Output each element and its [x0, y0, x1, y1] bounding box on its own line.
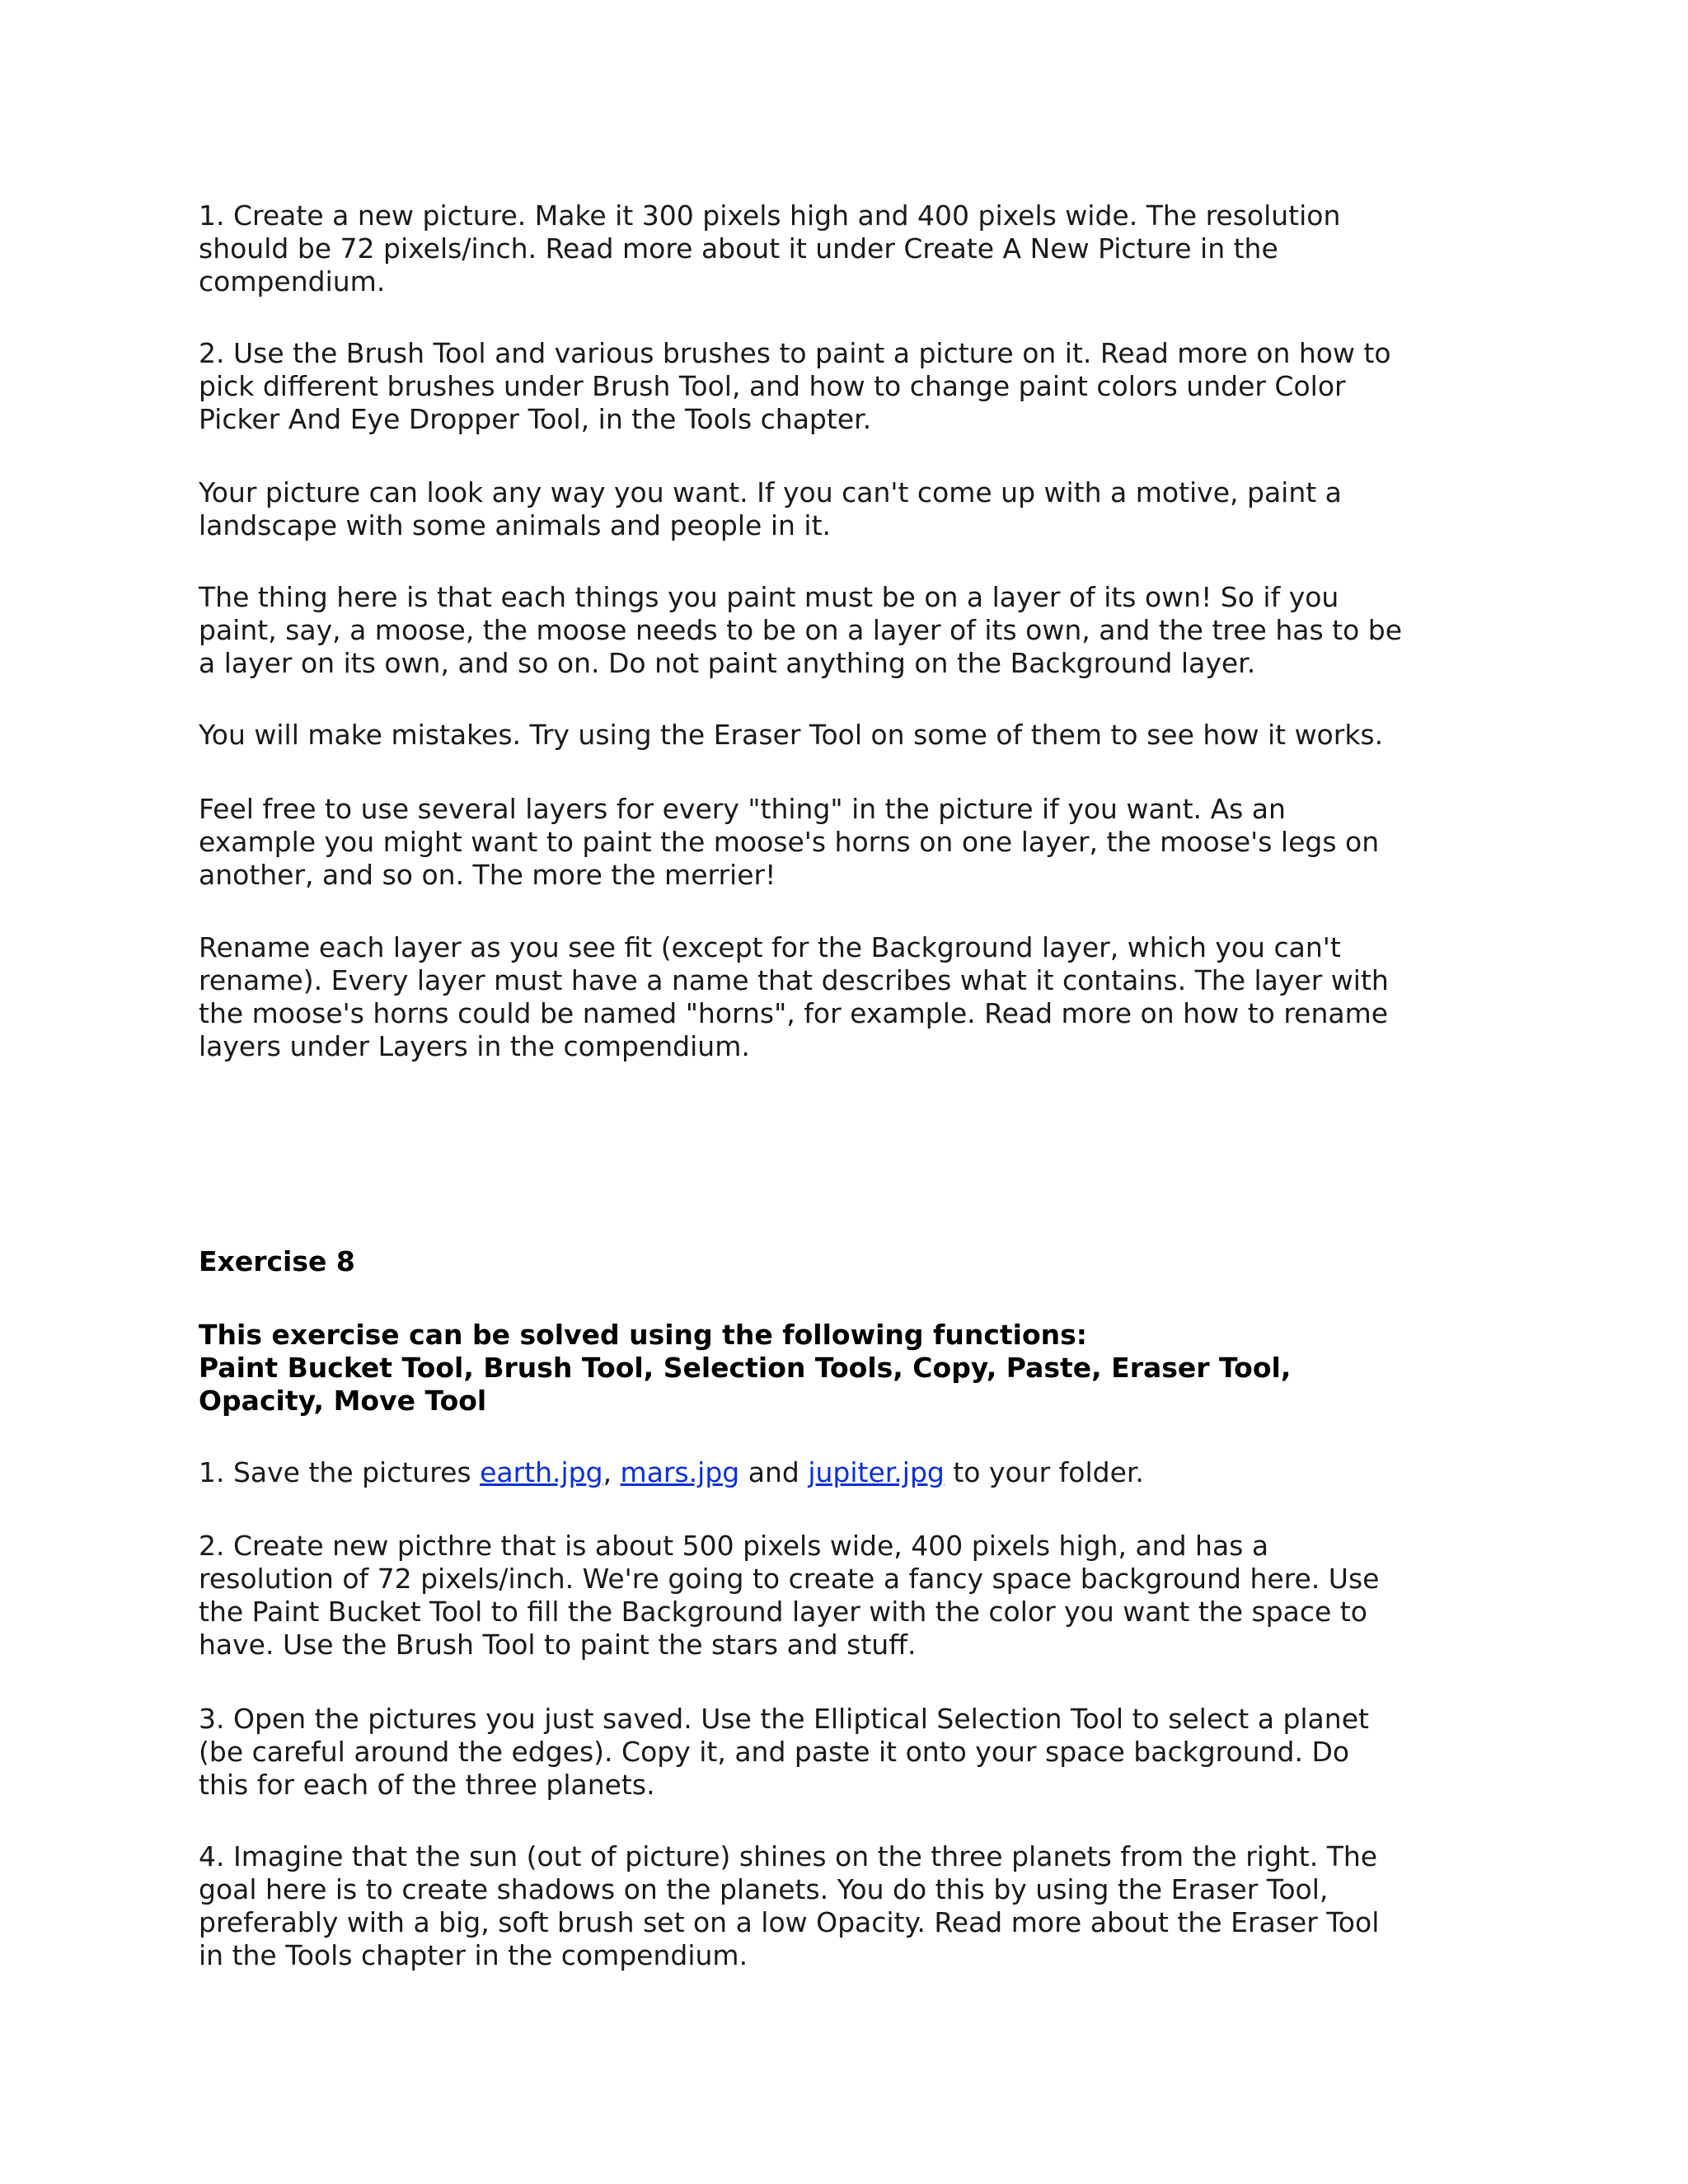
text-line: rename). Every layer must have a name that describes what it contains. The layer with: [199, 964, 1389, 996]
text-line: compendium.: [199, 265, 386, 298]
text-line: 2. Create new picthre that is about 500 pixels wide, 400 pixels high, and has a: [199, 1530, 1269, 1562]
exercise-functions-paragraph: [199, 1319, 1451, 1418]
text-line: in the Tools chapter in the compendium.: [199, 1939, 748, 1971]
text-line: The thing here is that each things you paint must be on a layer of its own! So if you: [199, 581, 1339, 613]
text-line: layers under Layers in the compendium.: [199, 1030, 750, 1062]
exercise-step3-paragraph: [199, 1703, 1451, 1802]
text-line: another, and so on. The more the merrier!: [199, 859, 776, 891]
earth-jpg-link[interactable]: earth.jpg: [480, 1456, 603, 1488]
text-line: Opacity, Move Tool: [199, 1385, 487, 1417]
text-line: Paint Bucket Tool, Brush Tool, Selection Tools, Copy, Paste, Eraser Tool,: [199, 1352, 1292, 1384]
part1-layers-paragraph: [199, 793, 1451, 892]
step1-separator: ,: [603, 1456, 621, 1488]
exercise-step1-paragraph: [199, 1456, 1451, 1489]
text-line: the Paint Bucket Tool to fill the Background layer with the color you want the space to: [199, 1596, 1367, 1628]
exercise-title: Exercise 8: [199, 1245, 355, 1277]
text-line: resolution of 72 pixels/inch. We're going to create a fancy space background here. Use: [199, 1563, 1380, 1595]
text-line: the moose's horns could be named "horns", for example. Read more on how to rename: [199, 997, 1389, 1029]
text-line: have. Use the Brush Tool to paint the stars and stuff.: [199, 1629, 917, 1661]
text-line: Your picture can look any way you want. If you can't come up with a motive, paint a: [199, 476, 1342, 509]
exercise-heading: [199, 1245, 1451, 1278]
step1-suffix: to your folder.: [944, 1456, 1144, 1488]
text-line: preferably with a big, soft brush set on a low Opacity. Read more about the Eraser Tool: [199, 1906, 1380, 1938]
part1-motive-paragraph: [199, 476, 1451, 542]
text-line: 1. Create a new picture. Make it 300 pixels high and 400 pixels wide. The resolution: [199, 199, 1341, 232]
part1-step2-paragraph: [199, 337, 1451, 436]
text-line: pick different brushes under Brush Tool, and how to change paint colors under Color: [199, 370, 1346, 402]
part1-rename-paragraph: [199, 931, 1451, 1063]
text-line: a layer on its own, and so on. Do not paint anything on the Background layer.: [199, 647, 1256, 679]
text-line: Feel free to use several layers for every "thing" in the picture if you want. As an: [199, 793, 1286, 825]
text-line: You will make mistakes. Try using the Eraser Tool on some of them to see how it works.: [199, 719, 1384, 751]
part1-mistakes-paragraph: [199, 719, 1451, 752]
text-line: 4. Imagine that the sun (out of picture) shines on the three planets from the right. The: [199, 1840, 1378, 1872]
part1-thing-paragraph: [199, 581, 1451, 680]
text-line: paint, say, a moose, the moose needs to be on a layer of its own, and the tree has to be: [199, 614, 1403, 646]
text-line: this for each of the three planets.: [199, 1769, 655, 1801]
text-line: goal here is to create shadows on the planets. You do this by using the Eraser Tool,: [199, 1873, 1329, 1905]
text-line: 2. Use the Brush Tool and various brushes to paint a picture on it. Read more on how to: [199, 337, 1391, 369]
step1-separator: and: [739, 1456, 809, 1488]
text-line: landscape with some animals and people in it.: [199, 509, 831, 541]
text-line: Picker And Eye Dropper Tool, in the Tools chapter.: [199, 403, 872, 435]
text-line: (be careful around the edges). Copy it, and paste it onto your space background. Do: [199, 1736, 1350, 1768]
part1-step1-paragraph: [199, 199, 1451, 298]
exercise-step2-paragraph: [199, 1530, 1451, 1661]
text-line: example you might want to paint the moose's horns on one layer, the moose's legs on: [199, 826, 1380, 858]
mars-jpg-link[interactable]: mars.jpg: [620, 1456, 740, 1488]
exercise-step4-paragraph: [199, 1840, 1451, 1972]
text-line: Rename each layer as you see fit (except for the Background layer, which you can't: [199, 931, 1341, 963]
text-line: should be 72 pixels/inch. Read more about it under Create A New Picture in the: [199, 232, 1278, 265]
text-line: 3. Open the pictures you just saved. Use the Elliptical Selection Tool to select a planet: [199, 1703, 1369, 1735]
jupiter-jpg-link[interactable]: jupiter.jpg: [808, 1456, 945, 1488]
step1-prefix: 1. Save the pictures: [199, 1456, 481, 1488]
text-line: [199, 1456, 1451, 1489]
text-line: This exercise can be solved using the following functions:: [199, 1319, 1087, 1351]
